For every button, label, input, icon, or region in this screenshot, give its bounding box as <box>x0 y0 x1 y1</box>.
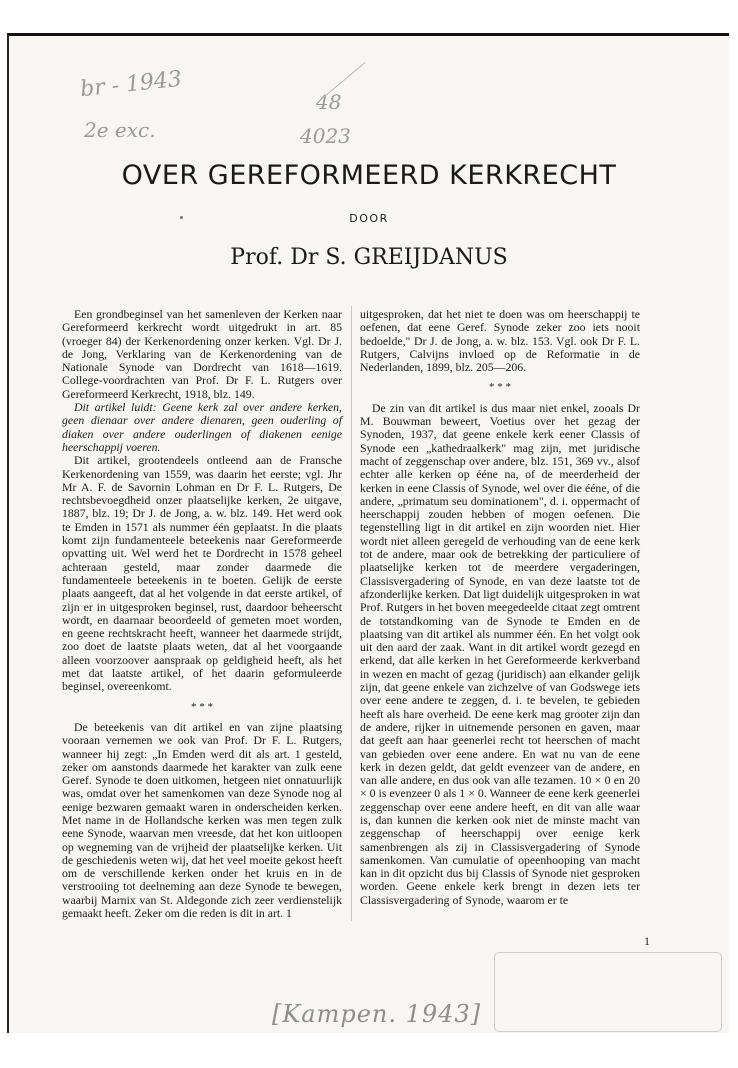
paragraph: Dit artikel luidt: Geene kerk zal over andere kerken, geen dienaar over andere dienaren, geen ouderling of diaken over andere ouderlingen of diakenen eenige heerschappij voeren. <box>62 400 342 454</box>
scan-speck <box>180 216 183 219</box>
handwritten-place-date: [Kampen. 1943] <box>272 1000 482 1028</box>
section-divider: * * * <box>191 700 213 713</box>
section-divider: * * * <box>489 381 511 394</box>
paragraph: Dit artikel, grootendeels ontleend aan de Fransche Kerkenordening van 1559, was daarin het eerste; vgl. Jhr Mr A. F. de Savornin Lohman en Dr F. L. Rutgers, De rechtsbevoegdheid onzer plaatselijke kerken, 2e uitgave, 1887, blz. 19; Dr J. de Jong, a. w. blz. 149. Het werd ook te Emden in 1571 als nummer één geplaatst. In die plaats komt zijn fundamenteele beteekenis naar Gereformeerde opvatting uit. Wel werd het te Dordrecht in 1578 geheel achteraan gesteld, maar zonder daarmede die fundamenteele beteekenis in te boeten. Gelijk de eerste plaats aangeeft, dat al het volgende in dat eerste artikel, of zijn er in uitgesproken beginsel, rust, daardoor beheerscht wordt, en daarnaar beoordeeld of gemeten moet worden, en geene rechtskracht heeft, wanneer het daarmede strijdt, zoo doet de laatste plaats weten, dat al het voorgaande alleen voorzoover aanspraak op geldigheid heeft, als het met dat laatste artikel, of het daarin geformuleerde beginsel, overeenkomt. <box>62 453 342 694</box>
page-number: 1 <box>644 934 650 948</box>
byline-label: DOOR <box>349 212 389 225</box>
text-column-left <box>62 308 342 928</box>
handwritten-note-number: 48 <box>316 90 342 114</box>
library-label-box <box>494 952 722 1032</box>
text-column-right <box>360 308 640 928</box>
author-name: Prof. Dr S. GREIJDANUS <box>230 245 508 270</box>
paragraph: De beteekenis van dit artikel en van zijne plaatsing vooraan vernemen we ook van Prof. Dr F. L. Rutgers, wanneer hij zegt: „In Emden werd dit als art. 1 gesteld, zeker om aanstonds daarmede het karakter van zulk eene Geref. Synode te doen uitkomen, hetgeen niet onnatuurlijk was, omdat over het samenkomen van deze Synode nog al eenige bezwaren gemaakt waren in onderscheiden kerken. Met name in de Hollandsche kerken was men tegen zulk eene Synode, waarvan men vreesde, dat het kon uitloopen op wegneming van de vrijheid der plaatselijke kerken. Uit de geschiedenis weten wij, dat het veel moeite gekost heeft om de verschillende kerken onder het kruis en in de verstrooiing tot deelneming aan deze Synode te bewegen, waarbij Marnix van St. Aldegonde zich zeer verdienstelijk gemaakt heeft. Zeker om die reden is dit in art. 1 <box>62 719 342 921</box>
document-title: OVER GEREFORMEERD KERKRECHT <box>121 160 617 191</box>
paragraph: Een grondbeginsel van het samenleven der Kerken naar Gereformeerd kerkrecht wordt uitgedrukt in art. 85 (vroeger 84) der Kerkenordening onzer kerken. Vgl. Dr J. de Jong, Verklaring van de Kerkenordening van de Nationale Synode van Dordrecht van 1618—1619. College-voordrachten van Prof. Dr F. L. Rutgers over Gereformeerd Kerkrecht, 1918, blz. 149. <box>62 307 342 401</box>
paragraph: De zin van dit artikel is dus maar niet enkel, zooals Dr M. Bouwman beweert, Voetius over het gezag der Synoden, 1937, dat geene enkele kerk eener Classis of Synode een „kathedraalkerk" mag zijn, met juridische macht of zeggenschap over andere, blz. 151, 369 vv., alsof echter alle kerken op ééne na, of de meerderheid der kerken in eene Classis of Synode, wel over die ééne, of die andere, „primatum seu dominationem", d. i. oppermacht of heerschappij zouden hebben of mogen oefenen. Die tegenstelling ligt in dit artikel en zijn woorden niet. Hier wordt niet alleen geregeld de verhouding van de eene kerk tot de andere, maar ook de betrekking der particuliere of plaatselijke kerken tot de meerdere vergaderingen, Classisvergadering of Synode, en van deze laatste tot de afzonderlijke kerken. Dat ligt duidelijk uitgesproken in wat Prof. Rutgers in het boven meegedeelde citaat zegt omtrent de totstandkoming van de Synode te Emden en de plaatsing van dit artikel als nummer één. En het volgt ook uit den aard der zaak. Want in dit artikel wordt gezegd en erkend, dat alle kerken in het Gereformeerde kerkverband in wezen en macht of gezag (juridisch) aan elkander gelijk zijn, dat geene enkele van zichzelve of van Godswege iets over eene andere te zeggen, d. i. te bevelen, te gebieden heeft als hare overheid. De eene kerk mag grooter zijn dan de andere, rijker in uitnemende personen en gaven, maar dat geeft aan haar geenerlei recht tot heerschen of macht van gebieden over eene andere. En wat nu van de eene kerk in dezen geldt, dat geldt evenzeer van de andere, en van alle andere, en dus ook van alle tezamen. 10 × 0 en 20 × 0 is evenzeer 0 als 1 × 0. Wanneer de eene kerk geenerlei zeggenschap over eene andere heeft, en dit van alle waar is, dan kunnen die kerken ook niet de minste macht van zeggenschap of heerschappij over eenige kerk samenbrengen als zij in Classisvergadering of Synode samenkomen. Van cumulatie of opeenhooping van macht kan in dit opzicht dus bij Classis of Synode niet gesproken worden. Geene enkele kerk brengt in dezen iets ter Classisvergadering of Synode, waarom er te <box>360 400 640 907</box>
handwritten-note-copy: 2e exc. <box>84 118 156 142</box>
handwritten-note-date: br - 1943 <box>78 66 184 103</box>
paragraph: uitgesproken, dat het niet te doen was om heerschappij te oefenen, dat eene Geref. Synode zeker zoo iets nooit bedoelde," Dr J. de Jong, a. w. blz. 153. Vgl. ook Dr F. L. Rutgers, Calvijns invloed op de Reformatie in de Nederlanden, 1899, blz. 205—206. <box>360 307 640 375</box>
column-divider <box>351 306 352 921</box>
handwritten-note-catalog: 4023 <box>300 124 351 148</box>
